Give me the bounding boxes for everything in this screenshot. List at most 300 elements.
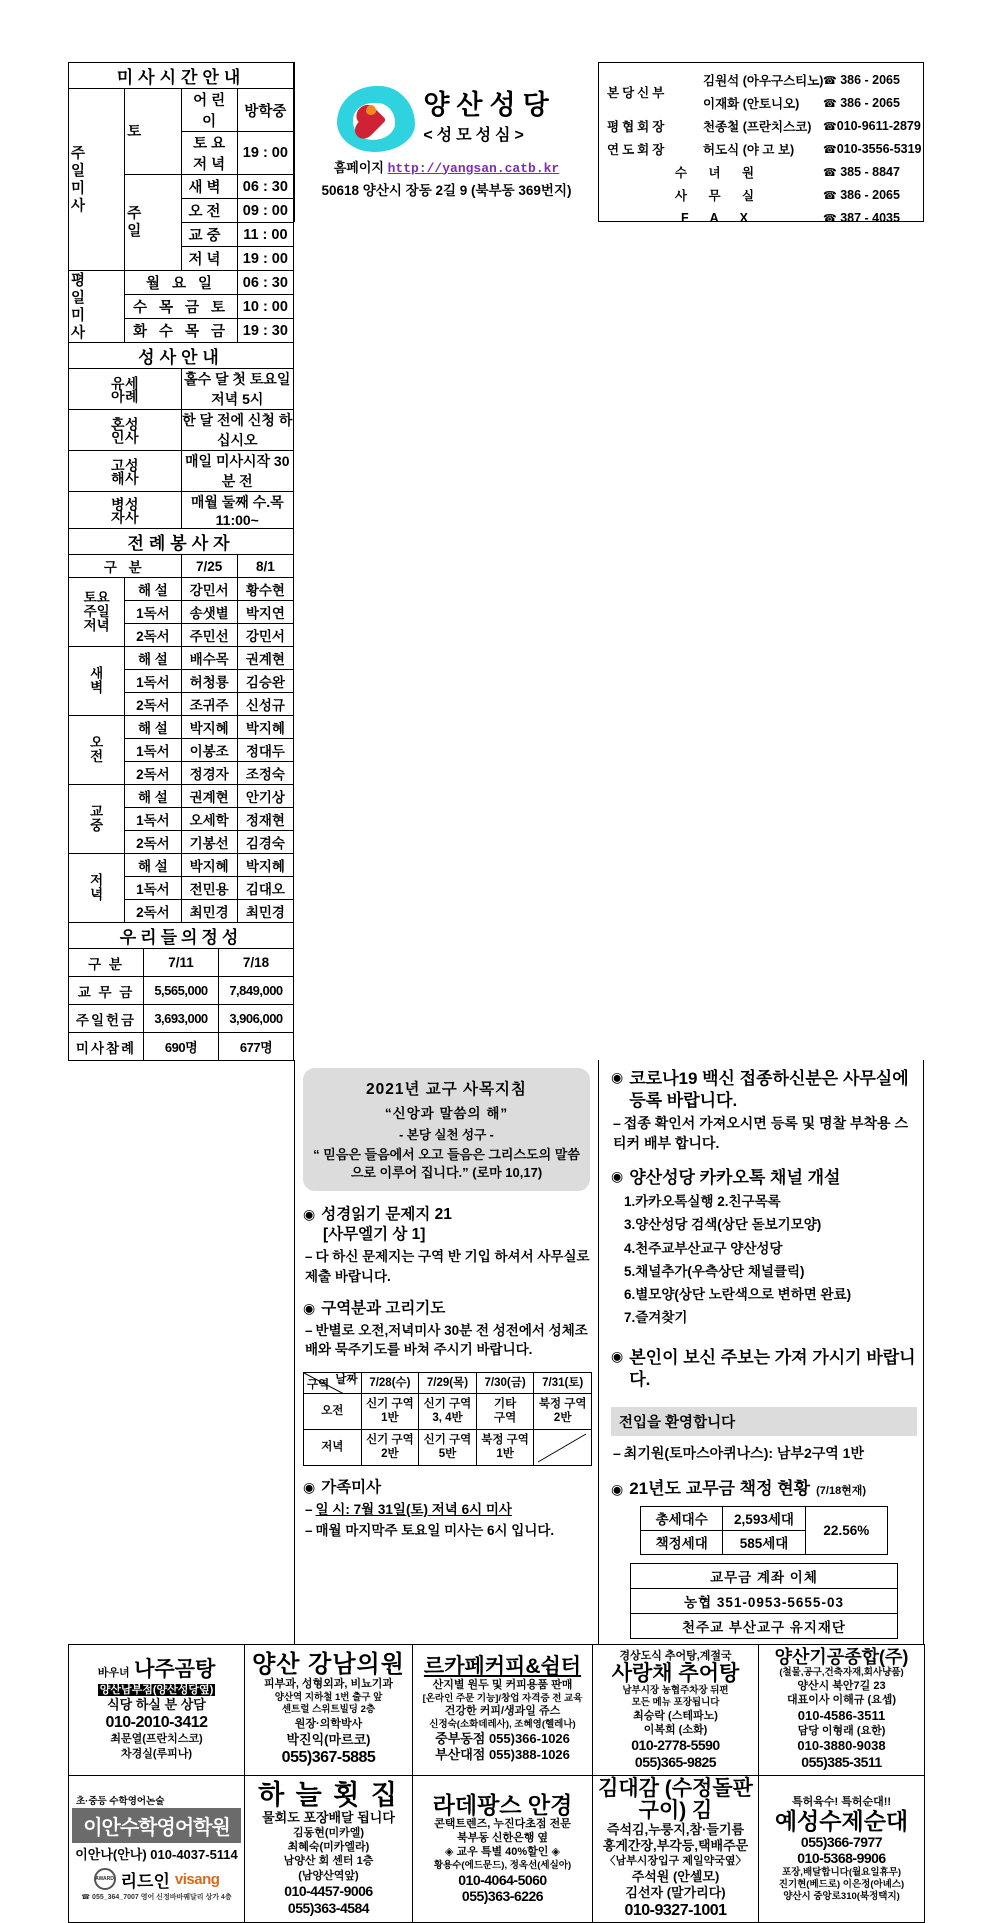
sacrament-key: 유아 세례 bbox=[69, 369, 182, 410]
ad-sub: 신정숙(소화데레사), 조혜영(헬레나) bbox=[429, 1718, 576, 1730]
ad-phone-3: 055)385-3511 bbox=[801, 1754, 882, 1771]
volunteers-date1: 7/25 bbox=[181, 555, 237, 578]
ad-person: 김선자 (말가리다) bbox=[625, 1884, 726, 1900]
dash-icon: – bbox=[305, 1502, 313, 1518]
ad-person: 최혜숙(미카엘라) bbox=[287, 1841, 370, 1854]
ad-name: 하 늘 횟 집 bbox=[258, 1780, 399, 1811]
mass-schedule-title: 미사시간안내 bbox=[69, 63, 294, 89]
ads-row-1 bbox=[69, 1644, 925, 1775]
duty-date: 7/28(수) bbox=[361, 1373, 419, 1394]
phone-icon: ☎ bbox=[823, 121, 837, 134]
bullet-icon: ◉ bbox=[611, 1480, 624, 1497]
sacrament-title: 성사안내 bbox=[69, 343, 294, 369]
volunteer-name-a: 강민서 bbox=[181, 578, 237, 601]
ad-haneul-hoetjip[interactable] bbox=[245, 1775, 413, 1923]
saturday-label: 토 bbox=[125, 89, 181, 175]
item-body: – 다 하신 문제지는 구역 반 기입 하셔서 사무실로 제출 바랍니다. bbox=[305, 1249, 590, 1284]
award-seal-icon: AWARD bbox=[94, 1868, 116, 1890]
duty-cell: 신기 구역 3, 4반 bbox=[419, 1394, 477, 1430]
ad-phone: 055)367-5885 bbox=[281, 1748, 376, 1766]
dues-title: 21년도 교무금 책정 현황 bbox=[629, 1478, 811, 1498]
volunteer-group-label: 교 중 bbox=[69, 785, 125, 854]
ad-phone: 010-9327-1001 bbox=[624, 1902, 727, 1920]
ad-najugomtang[interactable] bbox=[69, 1644, 245, 1775]
ad-person: 차경실(루피나) bbox=[120, 1747, 193, 1760]
ad-sub: 양산시 중앙로310(북정택지) bbox=[783, 1890, 900, 1902]
ad-sub: 북부동 신한은행 옆 bbox=[456, 1832, 549, 1845]
phone-icon: ☎ bbox=[823, 143, 837, 156]
homepage-line bbox=[334, 157, 560, 176]
ad-gangnam-clinic[interactable] bbox=[245, 1644, 413, 1775]
ad-name: 나주곰탕 bbox=[134, 1657, 216, 1681]
volunteer-group-label: 오 전 bbox=[69, 716, 125, 785]
mass-row-time: 방학중 bbox=[237, 89, 293, 132]
dash-icon: – bbox=[305, 1322, 313, 1338]
volunteer-role: 2독서 bbox=[125, 900, 181, 923]
ad-pre: 초·중등 수학영어논술 bbox=[76, 1796, 165, 1808]
welcome-section bbox=[611, 1407, 917, 1464]
dues-total-label: 총세대수 bbox=[641, 1506, 723, 1530]
ad-person-phone: 이안나(안나) 010-4037-5114 bbox=[75, 1847, 238, 1863]
kakao-step: 1.카카오톡실행 2.친구목록 bbox=[624, 1194, 781, 1210]
ad-sub: ◈ 교우 특별 40%할인 ◈ bbox=[445, 1846, 560, 1859]
notice-title: 본인이 보신 주보는 가져 가시기 바랍니다. bbox=[629, 1347, 916, 1389]
duty-cell: 신기 구역 2반 bbox=[361, 1430, 419, 1466]
dash-icon: – bbox=[613, 1115, 621, 1132]
sunday-label: 주일 bbox=[125, 175, 181, 271]
guideline-line4: “ 믿음은 들음에서 오고 들음은 그리스도의 말씀으로 이루어 집니다.” (로마 10,17) bbox=[313, 1147, 580, 1180]
ad-sub: (남양산역앞) bbox=[298, 1869, 359, 1882]
mass-row-name: 새 벽 bbox=[181, 175, 237, 199]
ad-sub: 양산역 지하철 1번 출구 앞 bbox=[274, 1691, 383, 1703]
convent-label: 수 녀 원 bbox=[674, 165, 764, 180]
sacrament-value: 매일 미사시작 30분 전 bbox=[181, 451, 294, 492]
ad-sub: 담당 이형래 (요한) bbox=[797, 1724, 886, 1737]
ad-sub: 원장·의학박사 bbox=[294, 1718, 363, 1731]
office-label: 사 무 실 bbox=[674, 188, 764, 203]
duty-row-label: 오전 bbox=[304, 1394, 362, 1430]
volunteers-date2: 8/1 bbox=[237, 555, 293, 578]
ad-name: 르카페커피&쉼터 bbox=[423, 1655, 582, 1679]
duty-schedule-table bbox=[303, 1372, 592, 1466]
guideline-line2: “신앙과 말씀의 해” bbox=[384, 1106, 509, 1121]
volunteer-name-a: 정경자 bbox=[181, 762, 237, 785]
ad-sub: 피부과, 성형외과, 비뇨기과 bbox=[263, 1678, 394, 1691]
welcome-header: 전입을 환영합니다 bbox=[611, 1407, 917, 1436]
council-name: 천종철 (프란치스코) bbox=[703, 120, 812, 135]
bullet-icon: ◉ bbox=[303, 1479, 316, 1496]
homepage-label: 홈페이지 bbox=[333, 159, 384, 175]
volunteer-role: 해 설 bbox=[125, 716, 181, 739]
volunteer-name-a: 박지혜 bbox=[181, 854, 237, 877]
sacrament-key: 고해 성사 bbox=[69, 451, 182, 492]
duty-row-label: 저녁 bbox=[304, 1430, 362, 1466]
weekday-row-name: 월 요 일 bbox=[125, 271, 238, 295]
ad-name: 사랑채 추어탕 bbox=[611, 1661, 740, 1685]
bullet-icon: ◉ bbox=[303, 1299, 316, 1316]
sacrament-key: 혼인 성사 bbox=[69, 410, 182, 451]
account-number: 농협 351-0953-5655-03 bbox=[631, 1588, 898, 1613]
weekday-row-time: 19 : 30 bbox=[237, 319, 293, 343]
volunteer-name-b: 김승완 bbox=[237, 670, 293, 693]
ad-person: 김동현(미카엘) bbox=[292, 1826, 365, 1839]
pastoral-guideline-box bbox=[303, 1068, 590, 1191]
volunteer-role: 2독서 bbox=[125, 624, 181, 647]
volunteer-name-b: 황수현 bbox=[237, 578, 293, 601]
ad-pre: 특허육수! 특허순대!! bbox=[791, 1796, 892, 1809]
volunteer-name-b: 박지혜 bbox=[237, 716, 293, 739]
volunteer-name-a: 조귀주 bbox=[181, 693, 237, 716]
volunteer-name-b: 박지연 bbox=[237, 601, 293, 624]
notice-district-prayer bbox=[303, 1299, 590, 1359]
church-name: 양산성당 bbox=[423, 90, 556, 120]
church-subtitle: <성모성심> bbox=[423, 127, 528, 144]
ad-sub: (철물,공구,건축자재,회사냥품) bbox=[779, 1667, 904, 1679]
volunteer-name-b: 정대두 bbox=[237, 739, 293, 762]
volunteer-group-label: 새 벽 bbox=[69, 647, 125, 716]
weekday-row-name: 수 목 금 토 bbox=[125, 295, 238, 319]
dues-table bbox=[640, 1506, 888, 1555]
mass-row-time: 19 : 00 bbox=[237, 132, 293, 175]
volunteer-name-a: 박지혜 bbox=[181, 716, 237, 739]
item-subtitle: [사무엘기 상 1] bbox=[323, 1226, 426, 1244]
volunteer-name-b: 김경숙 bbox=[237, 831, 293, 854]
offerings-col-label: 구 분 bbox=[69, 949, 144, 977]
duty-date: 7/30(금) bbox=[476, 1373, 534, 1394]
duty-cell: 신기 구역 1반 bbox=[361, 1394, 419, 1430]
ad-person: 이복희 (소화) bbox=[643, 1723, 708, 1736]
fax-label: F A X bbox=[680, 210, 758, 225]
ad-name: 예성수제순대 bbox=[774, 1808, 909, 1835]
top-region bbox=[68, 62, 924, 1061]
ad-ian-academy[interactable] bbox=[69, 1775, 245, 1923]
dues-assessed-value: 585세대 bbox=[723, 1530, 805, 1554]
dues-total-value: 2,593세대 bbox=[723, 1506, 805, 1530]
priest1-tel: ☎ 386 - 2065 bbox=[823, 73, 900, 88]
volunteer-role: 2독서 bbox=[125, 762, 181, 785]
dues-assessed-label: 책정세대 bbox=[641, 1530, 723, 1554]
volunteer-name-a: 배수목 bbox=[181, 647, 237, 670]
offerings-date1: 7/11 bbox=[144, 949, 219, 977]
dash-icon: – bbox=[305, 1523, 313, 1539]
volunteer-name-b: 김대오 bbox=[237, 877, 293, 900]
duty-corner-date: 날짜 bbox=[335, 1374, 358, 1387]
offerings-title: 우리들의정성 bbox=[69, 923, 294, 949]
notice-covid-vaccine bbox=[611, 1068, 917, 1154]
duty-cell: 기타 구역 bbox=[476, 1394, 534, 1430]
ad-sub: 양산남부점(양산성당옆) bbox=[99, 1683, 214, 1696]
liturgy-volunteers-table bbox=[68, 528, 294, 923]
ad-phone: 055)366-7977 bbox=[800, 1833, 883, 1850]
volunteer-name-a: 오세학 bbox=[181, 808, 237, 831]
phone-icon: ☎ bbox=[823, 166, 837, 179]
volunteer-name-a: 허청룡 bbox=[181, 670, 237, 693]
guideline-line3: - 본당 실천 성구 - bbox=[399, 1128, 494, 1142]
ad-sub: 즉석김,누룽지,참·들기름 bbox=[606, 1821, 745, 1837]
ad-phone: 중부동점 055)366-1026 bbox=[435, 1730, 570, 1746]
volunteers-title: 전례봉사자 bbox=[69, 529, 294, 555]
dues-percent: 22.56% bbox=[805, 1506, 887, 1554]
ad-phone: 010-4586-3511 bbox=[797, 1707, 886, 1723]
sacrament-key: 병자 성사 bbox=[69, 492, 182, 529]
volunteer-name-a: 주민선 bbox=[181, 624, 237, 647]
volunteer-name-b: 박지혜 bbox=[237, 854, 293, 877]
bullet-icon: ◉ bbox=[611, 1069, 624, 1085]
weekday-group-label: 평일미사 bbox=[69, 271, 125, 343]
ad-brand: 리드인 bbox=[120, 1871, 170, 1891]
notice-take-bulletin bbox=[611, 1347, 917, 1391]
volunteer-role: 해 설 bbox=[125, 647, 181, 670]
offerings-row-label: 미사참례 bbox=[69, 1033, 144, 1061]
priest2-name: 이재화 (안토니오) bbox=[703, 97, 800, 112]
ad-person: 진기현(베드로) 이은정(아녜스) bbox=[778, 1879, 905, 1891]
ad-ladefense-optical[interactable] bbox=[413, 1775, 593, 1923]
ad-name: 라데팡스 안경 bbox=[432, 1791, 573, 1818]
notice-bible-reading bbox=[303, 1205, 590, 1286]
offerings-value-b: 677명 bbox=[219, 1033, 294, 1061]
volunteer-name-b: 권계현 bbox=[237, 647, 293, 670]
mass-row-name: 오 전 bbox=[181, 199, 237, 223]
announcements-column bbox=[599, 1060, 924, 1645]
advertisements bbox=[68, 1644, 924, 1923]
item-title: 가족미사 bbox=[321, 1479, 382, 1497]
kakao-step: 6.별모양(상단 노란색으로 변하면 완료) bbox=[624, 1287, 852, 1303]
office-tel: ☎ 386 - 2065 bbox=[823, 187, 900, 202]
ad-sub: 홍게간장,부각등,택배주문 bbox=[602, 1838, 749, 1854]
volunteer-role: 1독서 bbox=[125, 808, 181, 831]
ad-name: 양산 강남의원 bbox=[252, 1651, 405, 1679]
bullet-icon: ◉ bbox=[303, 1206, 316, 1223]
volunteer-role: 해 설 bbox=[125, 854, 181, 877]
dues-section bbox=[611, 1478, 917, 1639]
ad-phone: 010-4064-5060 bbox=[458, 1871, 547, 1888]
ad-person: 황용수(에드문드), 정옥선(세실아) bbox=[433, 1859, 572, 1871]
duty-cell: 신기 구역 5반 bbox=[419, 1430, 477, 1466]
ad-sub: 양산시 북안7길 23 bbox=[797, 1679, 886, 1692]
ad-phone-2: 055)365-9825 bbox=[634, 1754, 717, 1771]
ad-phone: 010-2778-5590 bbox=[631, 1737, 720, 1754]
mass-row-time: 19 : 00 bbox=[237, 247, 293, 271]
ad-sub: 대표이사 이해규 (요셉) bbox=[786, 1694, 897, 1707]
volunteer-role: 해 설 bbox=[125, 785, 181, 808]
volunteer-role: 1독서 bbox=[125, 601, 181, 624]
offerings-value-a: 3,693,000 bbox=[144, 1005, 219, 1033]
ad-yangsan-gigong[interactable] bbox=[759, 1644, 925, 1775]
ad-kimdaegam-gim[interactable] bbox=[593, 1775, 759, 1923]
volunteer-name-a: 기봉선 bbox=[181, 831, 237, 854]
ad-sub: 남부시장 농협주차장 뒤편 bbox=[622, 1684, 729, 1696]
mass-row-name: 토 요 저 녁 bbox=[181, 132, 237, 175]
volunteer-role: 해 설 bbox=[125, 578, 181, 601]
offerings-table bbox=[68, 922, 294, 1061]
volunteer-name-a: 전민용 bbox=[181, 877, 237, 900]
volunteer-name-a: 최민경 bbox=[181, 900, 237, 923]
welcome-entry: – 최기원(토마스아퀴나스): 남부2구역 1반 bbox=[613, 1444, 864, 1461]
volunteer-role: 2독서 bbox=[125, 831, 181, 854]
volunteer-role: 1독서 bbox=[125, 739, 181, 762]
volunteer-group-label: 토요 주일 저녁 bbox=[69, 578, 125, 647]
duty-cell: 북정 구역 2반 bbox=[534, 1394, 592, 1430]
volunteer-name-b: 신성규 bbox=[237, 693, 293, 716]
contacts-block bbox=[599, 62, 924, 1061]
notice-title: 양산성당 카카오톡 채널 개설 bbox=[629, 1167, 841, 1187]
ad-name: 양산기공종합(주) bbox=[774, 1647, 909, 1668]
notice-body: – 접종 확인서 가져오시면 등록 및 명찰 부착용 스티커 배부 합니다. bbox=[613, 1115, 908, 1152]
sunday-group-label: 주일미사 bbox=[69, 89, 125, 271]
item-title: 성경읽기 문제지 21 bbox=[321, 1206, 452, 1224]
phone-icon: ☎ bbox=[823, 98, 837, 111]
kakao-step: 3.양산성당 검색(상단 돋보기모양) bbox=[624, 1217, 822, 1233]
notice-title: 코로나19 백신 접종하신분은 사무실에 등록 바랍니다. bbox=[629, 1069, 909, 1111]
duty-date: 7/29(목) bbox=[419, 1373, 477, 1394]
ad-sub: 남양산 회 센터 1층 bbox=[283, 1855, 374, 1868]
offerings-row-label: 주일헌금 bbox=[69, 1005, 144, 1033]
ad-pre: 바우녀 bbox=[97, 1666, 130, 1679]
ad-sub: 센트럴 스위트빌딩 2층 bbox=[281, 1703, 376, 1715]
homepage-link[interactable]: http://yangsan.catb.kr bbox=[387, 160, 560, 176]
weekday-row-time: 06 : 30 bbox=[237, 271, 293, 295]
guideline-line1: 2021년 교구 사목지침 bbox=[366, 1081, 527, 1098]
middle-region bbox=[68, 1060, 924, 1645]
offerings-value-b: 7,849,000 bbox=[219, 977, 294, 1005]
mass-schedule-table bbox=[68, 62, 294, 343]
ad-sub: 모든 메뉴 포장됩니다 bbox=[631, 1696, 720, 1708]
ad-name: 이안수학영어학원 bbox=[72, 1808, 241, 1843]
offerings-value-b: 3,906,000 bbox=[219, 1005, 294, 1033]
mass-row-time: 09 : 00 bbox=[237, 199, 293, 223]
phone-icon: ☎ bbox=[823, 212, 837, 225]
mass-row-time: 06 : 30 bbox=[237, 175, 293, 199]
volunteer-name-a: 송샛별 bbox=[181, 601, 237, 624]
ad-person: 최승락 (스테파노) bbox=[633, 1709, 718, 1722]
dues-title-sub: (7/18현재) bbox=[816, 1484, 867, 1497]
ad-tiny-note: ☎ 055_364_7007 영어 신정바바꿰달리 상가 4층 bbox=[81, 1893, 232, 1901]
ad-phone-2: 010-5368-9906 bbox=[797, 1850, 886, 1867]
volunteers-col-label: 구 분 bbox=[69, 555, 182, 578]
account-title: 교무금 계좌 이체 bbox=[631, 1563, 898, 1588]
family-mass-line2: – 매월 마지막주 토요일 미사는 6시 입니다. bbox=[305, 1523, 555, 1539]
ad-sub: 콘택트렌즈, 누진다초점 전문 bbox=[434, 1817, 571, 1830]
ad-phone-2: 부산대점 055)388-1026 bbox=[435, 1746, 570, 1762]
mass-row-name: 어 린 이 bbox=[181, 89, 237, 132]
ad-brand-2: visang bbox=[174, 1870, 220, 1888]
volunteer-name-b: 정재현 bbox=[237, 808, 293, 831]
volunteer-name-b: 강민서 bbox=[237, 624, 293, 647]
dash-icon: – bbox=[305, 1249, 313, 1265]
ad-sub: 산지별 원두 및 커피용품 판매 bbox=[432, 1679, 573, 1692]
priest2-tel: ☎ 386 - 2065 bbox=[823, 96, 900, 111]
ad-phone: 010-4457-9006 bbox=[284, 1883, 373, 1900]
notice-family-mass bbox=[303, 1478, 590, 1540]
ad-pre: 경상도식 추어탕,계절국 bbox=[619, 1649, 732, 1662]
ad-sub: 〈남부시장입구 제일약국옆〉 bbox=[604, 1855, 747, 1868]
ads-row-2 bbox=[69, 1775, 925, 1923]
ad-person: 박진익(마르코) bbox=[286, 1731, 371, 1747]
sacrament-table bbox=[68, 342, 294, 529]
ad-sub: 포장,배달합니다(월요일휴무) bbox=[781, 1867, 902, 1879]
ad-person: 주석원 (안셀모) bbox=[631, 1868, 720, 1884]
sacrament-value: 한 달 전에 신청 하십시오 bbox=[181, 410, 294, 451]
mass-row-time: 11 : 00 bbox=[237, 223, 293, 247]
volunteer-role: 2독서 bbox=[125, 693, 181, 716]
kakao-step: 4.천주교부산교구 양산성당 bbox=[624, 1240, 783, 1256]
duty-cell-empty bbox=[534, 1430, 592, 1466]
council-tel: ☎010-9611-2879 bbox=[823, 119, 921, 134]
mass-row-name: 저 녁 bbox=[181, 247, 237, 271]
left-column bbox=[68, 62, 294, 1061]
ad-person: 최문열(프란치스코) bbox=[110, 1733, 203, 1746]
duty-date: 7/31(토) bbox=[534, 1373, 592, 1394]
contacts-table bbox=[607, 69, 922, 229]
ad-sub: 물회도 포장배달 됩니다 bbox=[262, 1809, 395, 1825]
ad-yeseong-sundae[interactable] bbox=[759, 1775, 925, 1923]
volunteer-role: 1독서 bbox=[125, 877, 181, 900]
volunteer-group-label: 저 녁 bbox=[69, 854, 125, 923]
header-center bbox=[294, 62, 599, 1061]
church-address: 50618 양산시 장동 2길 9 (북부동 369번지) bbox=[321, 182, 572, 198]
ad-sub: 식당 하실 분 상담 bbox=[107, 1696, 206, 1712]
duty-corner-district: 구역 bbox=[307, 1378, 330, 1391]
volunteer-name-a: 권계현 bbox=[181, 785, 237, 808]
notice-kakao-channel bbox=[611, 1167, 917, 1329]
kakao-step: 7.즐겨찾기 bbox=[624, 1310, 688, 1326]
council-label: 평협회장 bbox=[607, 120, 668, 135]
yeondo-label: 연도회장 bbox=[607, 142, 668, 157]
priest1-name: 김원석 (아우구스티노) bbox=[703, 74, 824, 89]
ad-name: 김대감 (수정돌판구이) 김 bbox=[598, 1776, 753, 1822]
offerings-date2: 7/18 bbox=[219, 949, 294, 977]
sacrament-value: 홀수 달 첫 토요일 저녁 5시 bbox=[181, 369, 294, 410]
offerings-value-a: 5,565,000 bbox=[144, 977, 219, 1005]
phone-icon: ☎ bbox=[823, 75, 837, 88]
fax-tel: ☎ 387 - 4035 bbox=[823, 210, 900, 225]
church-logo-icon bbox=[337, 86, 415, 152]
ad-lecafe-coffee[interactable] bbox=[413, 1644, 593, 1775]
duty-cell: 북정 구역 1반 bbox=[476, 1430, 534, 1466]
weekday-row-name: 화 수 목 금 bbox=[125, 319, 238, 343]
item-body: – 반별로 오전,저녁미사 30분 전 성전에서 성체조배와 묵주기도를 바쳐 주시기 바랍니다. bbox=[305, 1322, 588, 1357]
sacrament-value: 매월 둘째 수.목 11:00~ bbox=[181, 492, 294, 529]
kakao-step: 5.채널추가(우측상단 채널클릭) bbox=[624, 1263, 805, 1279]
ad-phone-2: 055)363-6226 bbox=[461, 1888, 544, 1905]
volunteer-name-a: 이봉조 bbox=[181, 739, 237, 762]
account-owner: 천주교 부산교구 유지재단 bbox=[631, 1613, 898, 1638]
bullet-icon: ◉ bbox=[611, 1347, 624, 1364]
ads-table bbox=[68, 1644, 925, 1923]
ad-phone-2: 010-3880-9038 bbox=[797, 1738, 886, 1754]
ad-phone: 010-2010-3412 bbox=[105, 1714, 208, 1732]
volunteer-name-b: 안기상 bbox=[237, 785, 293, 808]
ad-sarangchae-chueotang[interactable] bbox=[593, 1644, 759, 1775]
mass-row-name: 교 중 bbox=[181, 223, 237, 247]
phone-icon: ☎ bbox=[823, 189, 837, 202]
center-column bbox=[294, 1060, 599, 1645]
priest-label: 본당신부 bbox=[607, 85, 668, 100]
offerings-value-a: 690명 bbox=[144, 1033, 219, 1061]
yeondo-tel: ☎010-3556-5319 bbox=[823, 141, 922, 156]
offerings-row-label: 교 무 금 bbox=[69, 977, 144, 1005]
convent-tel: ☎ 385 - 8847 bbox=[823, 164, 900, 179]
volunteer-name-b: 조정숙 bbox=[237, 762, 293, 785]
duty-corner-cell bbox=[304, 1373, 362, 1394]
ad-sub: [온라인 주문 기능]/창업 자격증 전 교육 bbox=[422, 1692, 583, 1704]
account-table bbox=[630, 1563, 898, 1639]
volunteer-name-b: 최민경 bbox=[237, 900, 293, 923]
bullet-icon: ◉ bbox=[611, 1167, 624, 1184]
yeondo-name: 허도식 (야 고 보) bbox=[703, 142, 795, 157]
ad-sub: 건강한 커피/생과일 쥬스 bbox=[444, 1705, 561, 1718]
ad-phone-2: 055)363-4584 bbox=[287, 1899, 370, 1916]
